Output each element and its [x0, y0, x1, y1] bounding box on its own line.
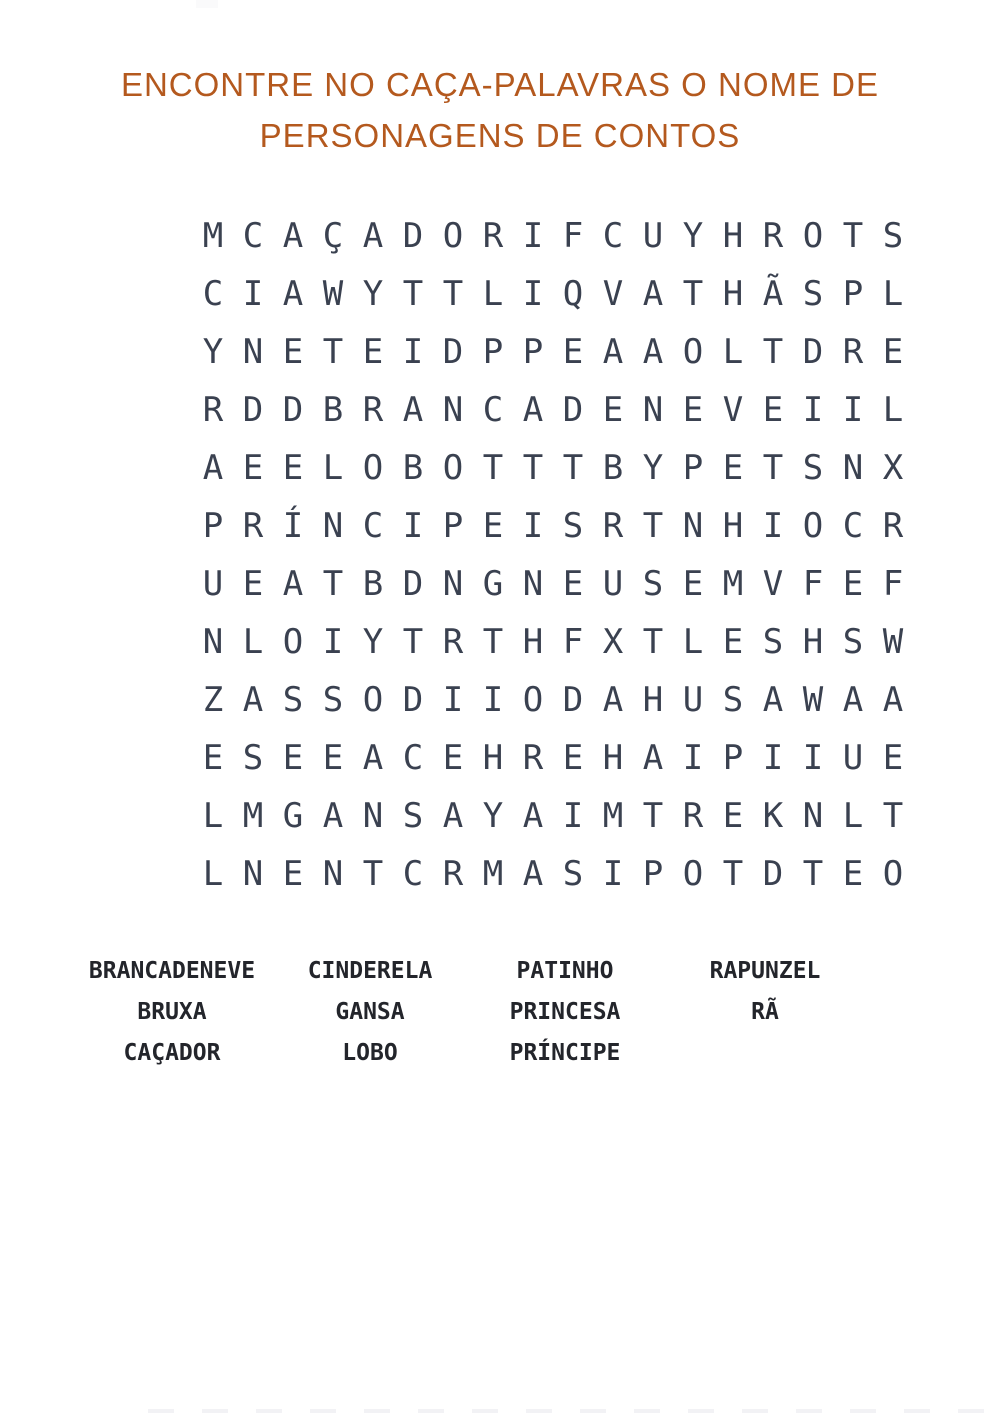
- grid-cell-r1c4[interactable]: Ç: [322, 216, 344, 256]
- grid-cell-r10c18[interactable]: E: [882, 738, 904, 778]
- grid-cell-r11c4[interactable]: A: [322, 796, 344, 836]
- grid-cell-r3c16[interactable]: D: [802, 332, 824, 372]
- grid-cell-r8c9[interactable]: H: [522, 622, 544, 662]
- grid-cell-r4c9[interactable]: A: [522, 390, 544, 430]
- grid-cell-r1c14[interactable]: H: [722, 216, 744, 256]
- page-title: [0, 59, 1000, 161]
- grid-cell-r5c7[interactable]: O: [442, 448, 464, 488]
- grid-cell-r10c3[interactable]: E: [282, 738, 304, 778]
- grid-cell-r5c15[interactable]: T: [762, 448, 784, 488]
- grid-cell-r9c10[interactable]: D: [562, 680, 584, 720]
- grid-cell-r11c10[interactable]: I: [562, 796, 584, 836]
- grid-cell-r1c10[interactable]: F: [562, 216, 584, 256]
- grid-cell-r9c17[interactable]: A: [842, 680, 864, 720]
- grid-cell-r9c15[interactable]: A: [762, 680, 784, 720]
- grid-cell-r5c13[interactable]: P: [682, 448, 704, 488]
- grid-cell-r3c3[interactable]: E: [282, 332, 304, 372]
- grid-cell-r2c3[interactable]: A: [282, 274, 304, 314]
- grid-cell-r12c7[interactable]: R: [442, 854, 464, 894]
- grid-cell-r6c3[interactable]: Í: [282, 506, 304, 546]
- grid-cell-r6c17[interactable]: C: [842, 506, 864, 546]
- grid-cell-r6c10[interactable]: S: [562, 506, 584, 546]
- grid-cell-r9c2[interactable]: A: [242, 680, 264, 720]
- grid-cell-r8c5[interactable]: Y: [362, 622, 384, 662]
- grid-cell-r8c1[interactable]: N: [202, 622, 224, 662]
- grid-cell-r5c3[interactable]: E: [282, 448, 304, 488]
- grid-cell-r2c13[interactable]: T: [682, 274, 704, 314]
- grid-cell-r4c16[interactable]: I: [802, 390, 824, 430]
- grid-cell-r2c2[interactable]: I: [242, 274, 264, 314]
- grid-cell-r4c8[interactable]: C: [482, 390, 504, 430]
- grid-cell-r8c7[interactable]: R: [442, 622, 464, 662]
- grid-cell-r10c8[interactable]: H: [482, 738, 504, 778]
- grid-cell-r8c13[interactable]: L: [682, 622, 704, 662]
- word-list: [0, 951, 1000, 1081]
- grid-cell-r3c9[interactable]: P: [522, 332, 544, 372]
- grid-cell-r4c15[interactable]: E: [762, 390, 784, 430]
- grid-cell-r10c4[interactable]: E: [322, 738, 344, 778]
- grid-cell-r3c12[interactable]: A: [642, 332, 664, 372]
- grid-cell-r11c1[interactable]: L: [202, 796, 224, 836]
- word-list-item: PRÍNCIPE: [509, 1040, 621, 1066]
- grid-cell-r4c18[interactable]: L: [882, 390, 904, 430]
- grid-cell-r7c1[interactable]: U: [202, 564, 224, 604]
- grid-cell-r12c3[interactable]: E: [282, 854, 304, 894]
- grid-cell-r6c5[interactable]: C: [362, 506, 384, 546]
- grid-cell-r7c8[interactable]: G: [482, 564, 504, 604]
- grid-cell-r7c17[interactable]: E: [842, 564, 864, 604]
- grid-cell-r12c6[interactable]: C: [402, 854, 424, 894]
- grid-cell-r10c10[interactable]: E: [562, 738, 584, 778]
- grid-cell-r12c4[interactable]: N: [322, 854, 344, 894]
- grid-cell-r3c17[interactable]: R: [842, 332, 864, 372]
- grid-cell-r9c3[interactable]: S: [282, 680, 304, 720]
- grid-cell-r11c11[interactable]: M: [602, 796, 624, 836]
- grid-cell-r9c1[interactable]: Z: [202, 680, 224, 720]
- grid-cell-r7c15[interactable]: V: [762, 564, 784, 604]
- page-top-cutoff-artifact: [196, 0, 218, 8]
- grid-cell-r11c6[interactable]: S: [402, 796, 424, 836]
- grid-cell-r2c6[interactable]: T: [402, 274, 424, 314]
- grid-cell-r11c13[interactable]: R: [682, 796, 704, 836]
- grid-cell-r8c8[interactable]: T: [482, 622, 504, 662]
- grid-cell-r6c18[interactable]: R: [882, 506, 904, 546]
- grid-cell-r7c10[interactable]: E: [562, 564, 584, 604]
- grid-cell-r5c9[interactable]: T: [522, 448, 544, 488]
- grid-cell-r10c14[interactable]: P: [722, 738, 744, 778]
- grid-cell-r5c12[interactable]: Y: [642, 448, 664, 488]
- grid-cell-r5c8[interactable]: T: [482, 448, 504, 488]
- grid-cell-r7c2[interactable]: E: [242, 564, 264, 604]
- grid-cell-r4c3[interactable]: D: [282, 390, 304, 430]
- grid-cell-r12c16[interactable]: T: [802, 854, 824, 894]
- grid-cell-r12c2[interactable]: N: [242, 854, 264, 894]
- grid-cell-r4c2[interactable]: D: [242, 390, 264, 430]
- grid-cell-r11c18[interactable]: T: [882, 796, 904, 836]
- grid-cell-r11c9[interactable]: A: [522, 796, 544, 836]
- grid-cell-r6c1[interactable]: P: [202, 506, 224, 546]
- grid-cell-r10c17[interactable]: U: [842, 738, 864, 778]
- grid-cell-r11c14[interactable]: E: [722, 796, 744, 836]
- grid-cell-r7c3[interactable]: A: [282, 564, 304, 604]
- grid-cell-r2c12[interactable]: A: [642, 274, 664, 314]
- grid-cell-r1c6[interactable]: D: [402, 216, 424, 256]
- grid-cell-r2c16[interactable]: S: [802, 274, 824, 314]
- grid-cell-r7c14[interactable]: M: [722, 564, 744, 604]
- grid-cell-r12c14[interactable]: T: [722, 854, 744, 894]
- grid-cell-r8c18[interactable]: W: [882, 622, 904, 662]
- word-list-item: CAÇADOR: [123, 1040, 221, 1066]
- grid-cell-r9c6[interactable]: D: [402, 680, 424, 720]
- grid-cell-r8c2[interactable]: L: [242, 622, 264, 662]
- grid-cell-r11c2[interactable]: M: [242, 796, 264, 836]
- grid-cell-r1c16[interactable]: O: [802, 216, 824, 256]
- grid-cell-r10c16[interactable]: I: [802, 738, 824, 778]
- grid-cell-r6c13[interactable]: N: [682, 506, 704, 546]
- word-list-column-2: [270, 951, 470, 1074]
- grid-cell-r5c17[interactable]: N: [842, 448, 864, 488]
- word-list-item: GANSA: [335, 999, 405, 1025]
- grid-cell-r5c18[interactable]: X: [882, 448, 904, 488]
- word-list-column-4: [665, 951, 865, 1033]
- grid-cell-r7c4[interactable]: T: [322, 564, 344, 604]
- grid-cell-r3c4[interactable]: T: [322, 332, 344, 372]
- grid-cell-r7c9[interactable]: N: [522, 564, 544, 604]
- grid-cell-r5c16[interactable]: S: [802, 448, 824, 488]
- grid-cell-r8c12[interactable]: T: [642, 622, 664, 662]
- grid-cell-r5c14[interactable]: E: [722, 448, 744, 488]
- grid-cell-r9c16[interactable]: W: [802, 680, 824, 720]
- grid-cell-r2c9[interactable]: I: [522, 274, 544, 314]
- grid-cell-r2c17[interactable]: P: [842, 274, 864, 314]
- grid-cell-r9c12[interactable]: H: [642, 680, 664, 720]
- grid-cell-r5c5[interactable]: O: [362, 448, 384, 488]
- grid-cell-r6c9[interactable]: I: [522, 506, 544, 546]
- grid-cell-r12c9[interactable]: A: [522, 854, 544, 894]
- grid-cell-r3c5[interactable]: E: [362, 332, 384, 372]
- grid-cell-r3c18[interactable]: E: [882, 332, 904, 372]
- grid-cell-r4c7[interactable]: N: [442, 390, 464, 430]
- word-list-item: CINDERELA: [307, 958, 433, 984]
- grid-cell-r4c4[interactable]: B: [322, 390, 344, 430]
- grid-cell-r1c18[interactable]: S: [882, 216, 904, 256]
- grid-cell-r6c4[interactable]: N: [322, 506, 344, 546]
- grid-cell-r1c3[interactable]: A: [282, 216, 304, 256]
- grid-cell-r12c10[interactable]: S: [562, 854, 584, 894]
- grid-cell-r8c3[interactable]: O: [282, 622, 304, 662]
- grid-cell-r5c11[interactable]: B: [602, 448, 624, 488]
- grid-cell-r9c18[interactable]: A: [882, 680, 904, 720]
- grid-cell-r2c4[interactable]: W: [322, 274, 344, 314]
- grid-cell-r11c12[interactable]: T: [642, 796, 664, 836]
- grid-cell-r1c9[interactable]: I: [522, 216, 544, 256]
- grid-cell-r1c1[interactable]: M: [202, 216, 224, 256]
- grid-cell-r12c11[interactable]: I: [602, 854, 624, 894]
- grid-cell-r9c9[interactable]: O: [522, 680, 544, 720]
- grid-cell-r10c12[interactable]: A: [642, 738, 664, 778]
- grid-cell-r10c11[interactable]: H: [602, 738, 624, 778]
- grid-cell-r1c15[interactable]: R: [762, 216, 784, 256]
- grid-cell-r3c6[interactable]: I: [402, 332, 424, 372]
- grid-cell-r2c5[interactable]: Y: [362, 274, 384, 314]
- grid-cell-r12c13[interactable]: O: [682, 854, 704, 894]
- grid-cell-r7c6[interactable]: D: [402, 564, 424, 604]
- grid-cell-r6c2[interactable]: R: [242, 506, 264, 546]
- grid-cell-r7c16[interactable]: F: [802, 564, 824, 604]
- grid-cell-r11c3[interactable]: G: [282, 796, 304, 836]
- grid-cell-r9c5[interactable]: O: [362, 680, 384, 720]
- grid-cell-r12c12[interactable]: P: [642, 854, 664, 894]
- grid-cell-r7c5[interactable]: B: [362, 564, 384, 604]
- grid-cell-r6c7[interactable]: P: [442, 506, 464, 546]
- grid-cell-r3c2[interactable]: N: [242, 332, 264, 372]
- grid-cell-r4c6[interactable]: A: [402, 390, 424, 430]
- grid-cell-r3c13[interactable]: O: [682, 332, 704, 372]
- grid-cell-r1c17[interactable]: T: [842, 216, 864, 256]
- page-title-line1: ENCONTRE NO CAÇA-PALAVRAS O NOME DE: [120, 66, 880, 103]
- grid-cell-r11c8[interactable]: Y: [482, 796, 504, 836]
- grid-cell-r2c7[interactable]: T: [442, 274, 464, 314]
- grid-cell-r7c18[interactable]: F: [882, 564, 904, 604]
- grid-cell-r6c6[interactable]: I: [402, 506, 424, 546]
- grid-cell-r7c11[interactable]: U: [602, 564, 624, 604]
- grid-cell-r8c17[interactable]: S: [842, 622, 864, 662]
- grid-cell-r12c5[interactable]: T: [362, 854, 384, 894]
- grid-cell-r1c12[interactable]: U: [642, 216, 664, 256]
- grid-cell-r2c15[interactable]: Ã: [762, 274, 784, 314]
- grid-cell-r4c12[interactable]: N: [642, 390, 664, 430]
- grid-cell-r9c8[interactable]: I: [482, 680, 504, 720]
- grid-cell-r8c16[interactable]: H: [802, 622, 824, 662]
- grid-cell-r1c5[interactable]: A: [362, 216, 384, 256]
- grid-cell-r10c1[interactable]: E: [202, 738, 224, 778]
- grid-cell-r3c14[interactable]: L: [722, 332, 744, 372]
- grid-cell-r10c2[interactable]: S: [242, 738, 264, 778]
- grid-cell-r1c7[interactable]: O: [442, 216, 464, 256]
- grid-cell-r6c8[interactable]: E: [482, 506, 504, 546]
- grid-cell-r6c15[interactable]: I: [762, 506, 784, 546]
- grid-cell-r4c11[interactable]: E: [602, 390, 624, 430]
- grid-cell-r3c10[interactable]: E: [562, 332, 584, 372]
- grid-cell-r9c13[interactable]: U: [682, 680, 704, 720]
- grid-cell-r4c10[interactable]: D: [562, 390, 584, 430]
- grid-cell-r8c15[interactable]: S: [762, 622, 784, 662]
- grid-cell-r11c7[interactable]: A: [442, 796, 464, 836]
- grid-cell-r4c13[interactable]: E: [682, 390, 704, 430]
- grid-cell-r3c8[interactable]: P: [482, 332, 504, 372]
- grid-cell-r6c12[interactable]: T: [642, 506, 664, 546]
- grid-cell-r3c1[interactable]: Y: [202, 332, 224, 372]
- grid-cell-r4c14[interactable]: V: [722, 390, 744, 430]
- word-search-grid: [193, 207, 913, 903]
- grid-cell-r3c15[interactable]: T: [762, 332, 784, 372]
- grid-cell-r2c11[interactable]: V: [602, 274, 624, 314]
- grid-cell-r8c11[interactable]: X: [602, 622, 624, 662]
- grid-cell-r11c15[interactable]: K: [762, 796, 784, 836]
- grid-cell-r4c1[interactable]: R: [202, 390, 224, 430]
- word-list-item: LOBO: [342, 1040, 398, 1066]
- grid-cell-r6c11[interactable]: R: [602, 506, 624, 546]
- grid-cell-r8c10[interactable]: F: [562, 622, 584, 662]
- word-list-item: RÃ: [751, 999, 779, 1025]
- grid-cell-r12c8[interactable]: M: [482, 854, 504, 894]
- grid-cell-r10c9[interactable]: R: [522, 738, 544, 778]
- grid-cell-r8c14[interactable]: E: [722, 622, 744, 662]
- grid-cell-r1c11[interactable]: C: [602, 216, 624, 256]
- grid-cell-r5c10[interactable]: T: [562, 448, 584, 488]
- grid-cell-r7c7[interactable]: N: [442, 564, 464, 604]
- grid-cell-r11c16[interactable]: N: [802, 796, 824, 836]
- grid-cell-r2c18[interactable]: L: [882, 274, 904, 314]
- grid-cell-r9c11[interactable]: A: [602, 680, 624, 720]
- grid-cell-r8c4[interactable]: I: [322, 622, 344, 662]
- grid-cell-r12c18[interactable]: O: [882, 854, 904, 894]
- grid-cell-r5c4[interactable]: L: [322, 448, 344, 488]
- grid-cell-r10c6[interactable]: C: [402, 738, 424, 778]
- grid-cell-r3c7[interactable]: D: [442, 332, 464, 372]
- grid-cell-r6c14[interactable]: H: [722, 506, 744, 546]
- word-list-item: PATINHO: [516, 958, 614, 984]
- grid-cell-r5c2[interactable]: E: [242, 448, 264, 488]
- word-list-item: BRANCADENEVE: [88, 958, 256, 984]
- grid-cell-r7c13[interactable]: E: [682, 564, 704, 604]
- grid-cell-r4c17[interactable]: I: [842, 390, 864, 430]
- word-list-item: RAPUNZEL: [709, 958, 821, 984]
- grid-cell-r5c6[interactable]: B: [402, 448, 424, 488]
- grid-cell-r1c13[interactable]: Y: [682, 216, 704, 256]
- grid-cell-r12c15[interactable]: D: [762, 854, 784, 894]
- grid-cell-r10c13[interactable]: I: [682, 738, 704, 778]
- grid-cell-r10c15[interactable]: I: [762, 738, 784, 778]
- grid-cell-r2c8[interactable]: L: [482, 274, 504, 314]
- grid-cell-r12c1[interactable]: L: [202, 854, 224, 894]
- grid-cell-r2c1[interactable]: C: [202, 274, 224, 314]
- word-list-item: PRINCESA: [509, 999, 621, 1025]
- grid-cell-r9c7[interactable]: I: [442, 680, 464, 720]
- page-title-line2: PERSONAGENS DE CONTOS: [259, 117, 741, 154]
- grid-cell-r1c8[interactable]: R: [482, 216, 504, 256]
- page-bottom-cutoff-artifact: [148, 1409, 992, 1413]
- word-list-item: BRUXA: [137, 999, 207, 1025]
- grid-cell-r10c7[interactable]: E: [442, 738, 464, 778]
- grid-cell-r1c2[interactable]: C: [242, 216, 264, 256]
- grid-cell-r9c14[interactable]: S: [722, 680, 744, 720]
- grid-cell-r5c1[interactable]: A: [202, 448, 224, 488]
- grid-cell-r9c4[interactable]: S: [322, 680, 344, 720]
- grid-cell-r4c5[interactable]: R: [362, 390, 384, 430]
- grid-cell-r3c11[interactable]: A: [602, 332, 624, 372]
- word-list-column-1: [72, 951, 272, 1074]
- grid-cell-r11c5[interactable]: N: [362, 796, 384, 836]
- grid-cell-r11c17[interactable]: L: [842, 796, 864, 836]
- grid-cell-r8c6[interactable]: T: [402, 622, 424, 662]
- grid-cell-r7c12[interactable]: S: [642, 564, 664, 604]
- word-list-column-3: [465, 951, 665, 1074]
- grid-cell-r12c17[interactable]: E: [842, 854, 864, 894]
- grid-cell-r2c14[interactable]: H: [722, 274, 744, 314]
- grid-cell-r10c5[interactable]: A: [362, 738, 384, 778]
- grid-cell-r6c16[interactable]: O: [802, 506, 824, 546]
- grid-cell-r2c10[interactable]: Q: [562, 274, 584, 314]
